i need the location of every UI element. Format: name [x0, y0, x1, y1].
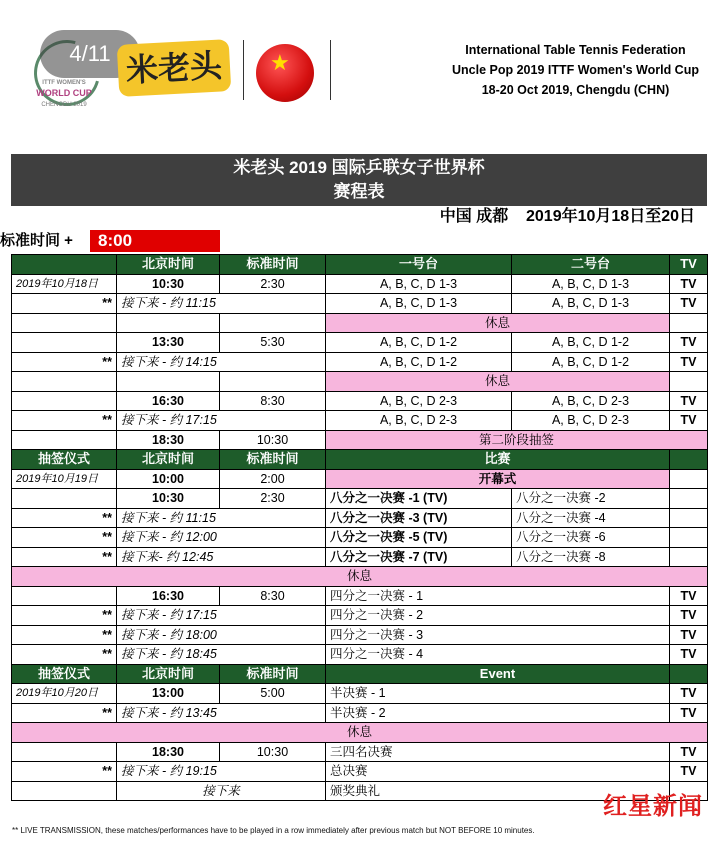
- table2-match: A, B, C, D 1-2: [512, 333, 670, 353]
- header-draw: 抽签仪式: [12, 450, 117, 470]
- live-marker: **: [12, 352, 117, 372]
- table-row: [12, 391, 708, 411]
- empty-cell: [117, 372, 220, 392]
- break-cell: 休息: [12, 567, 708, 587]
- match-cell: 八分之一决赛 -7 (TV): [326, 547, 512, 567]
- bj-time: 10:00: [117, 469, 220, 489]
- header-table-2: 二号台: [512, 255, 670, 275]
- std-time: 10:30: [220, 430, 326, 450]
- next-time: 接下来 - 约 11:15: [117, 508, 326, 528]
- wc-top: ITTF WOMEN'S: [42, 80, 86, 86]
- table2-match: A, B, C, D 1-2: [512, 352, 670, 372]
- table-row: [12, 723, 708, 743]
- match-cell: 三四名决赛: [326, 742, 670, 762]
- title-line1: 米老头 2019 国际乒联女子世界杯: [233, 158, 485, 177]
- date-cell: 2019年10月20日: [12, 684, 117, 704]
- empty-cell: [12, 489, 117, 509]
- live-marker: **: [12, 411, 117, 431]
- tv-cell: TV: [670, 352, 708, 372]
- next-time: 接下来 - 约 17:15: [117, 411, 326, 431]
- table-row: [12, 411, 708, 431]
- title-banner: [11, 154, 707, 206]
- bj-time: 13:00: [117, 684, 220, 704]
- match-cell: 四分之一决赛 - 3: [326, 625, 670, 645]
- bj-time: 13:30: [117, 333, 220, 353]
- table-row: [12, 508, 708, 528]
- empty-cell: [670, 372, 708, 392]
- table-row: [12, 352, 708, 372]
- empty-cell: [117, 313, 220, 333]
- empty-cell: [12, 781, 117, 801]
- next-time: 接下来 - 约 18:00: [117, 625, 326, 645]
- table-row: [12, 313, 708, 333]
- table1-match: A, B, C, D 1-3: [326, 294, 512, 314]
- bj-time: 18:30: [117, 430, 220, 450]
- table-row: [12, 430, 708, 450]
- empty-cell: [12, 372, 117, 392]
- table-row: [12, 469, 708, 489]
- header-cell: [670, 450, 708, 470]
- match-cell: 八分之一决赛 -3 (TV): [326, 508, 512, 528]
- tv-cell: TV: [670, 762, 708, 782]
- match-cell: 八分之一决赛 -2: [512, 489, 670, 509]
- header-match: 比赛: [326, 450, 670, 470]
- table2-match: A, B, C, D 2-3: [512, 391, 670, 411]
- next-time: 接下来 - 约 12:00: [117, 528, 326, 548]
- header-std-time: 标准时间: [220, 255, 326, 275]
- bj-time: 16:30: [117, 586, 220, 606]
- match-cell: 八分之一决赛 -1 (TV): [326, 489, 512, 509]
- header-std-time: 标准时间: [220, 664, 326, 684]
- table2-match: A, B, C, D 1-3: [512, 274, 670, 294]
- date-cell: 2019年10月18日: [12, 274, 117, 294]
- live-marker: **: [12, 645, 117, 665]
- empty-cell: [12, 391, 117, 411]
- next-time: 接下来 - 约 17:15: [117, 606, 326, 626]
- tv-cell: TV: [670, 274, 708, 294]
- std-time: 10:30: [220, 742, 326, 762]
- empty-cell: [12, 742, 117, 762]
- opening-cell: 开幕式: [326, 469, 670, 489]
- org-name: International Table Tennis Federation: [465, 43, 686, 57]
- table1-match: A, B, C, D 2-3: [326, 411, 512, 431]
- match-cell: 总决赛: [326, 762, 670, 782]
- table-row: [12, 528, 708, 548]
- tv-cell: TV: [670, 742, 708, 762]
- empty-cell: [220, 313, 326, 333]
- table-row: [12, 586, 708, 606]
- location-dates: 中国 成都 2019年10月18日至20日: [439, 208, 695, 225]
- table1-match: A, B, C, D 1-2: [326, 352, 512, 372]
- table-header-row: [12, 450, 708, 470]
- table1-match: A, B, C, D 1-2: [326, 333, 512, 353]
- star-icon: ★: [270, 50, 290, 75]
- header-tv: TV: [670, 255, 708, 275]
- table1-match: A, B, C, D 2-3: [326, 391, 512, 411]
- bj-time: 10:30: [117, 274, 220, 294]
- wc-name: WORLD CUP: [36, 88, 92, 98]
- logo-divider: [243, 40, 244, 100]
- tv-cell: TV: [670, 294, 708, 314]
- world-cup-logo-text: [28, 78, 100, 98]
- event-dates: 18-20 Oct 2019, Chengdu (CHN): [481, 83, 670, 97]
- match-cell: 四分之一决赛 - 4: [326, 645, 670, 665]
- footnote: ** LIVE TRANSMISSION, these matches/performances have to be played in a row immediately after previous match but NOT BEFORE 10 minutes.: [12, 826, 535, 835]
- header-beijing-time: 北京时间: [117, 255, 220, 275]
- std-time: 5:30: [220, 333, 326, 353]
- table-row: [12, 372, 708, 392]
- table-row: [12, 606, 708, 626]
- schedule-table: [11, 254, 708, 801]
- std-time: 5:00: [220, 684, 326, 704]
- table-row: [12, 742, 708, 762]
- header-draw: 抽签仪式: [12, 664, 117, 684]
- empty-cell: [670, 508, 708, 528]
- date-cell: 2019年10月19日: [12, 469, 117, 489]
- header-cell: [12, 255, 117, 275]
- tv-cell: TV: [670, 645, 708, 665]
- std-time: 2:30: [220, 274, 326, 294]
- table-row: [12, 703, 708, 723]
- tv-cell: TV: [670, 411, 708, 431]
- match-cell: 八分之一决赛 -4: [512, 508, 670, 528]
- bj-time: 10:30: [117, 489, 220, 509]
- std-time: 2:00: [220, 469, 326, 489]
- live-marker: **: [12, 547, 117, 567]
- next-time: 接下来 - 约 18:45: [117, 645, 326, 665]
- live-marker: **: [12, 625, 117, 645]
- title-line2: 赛程表: [333, 182, 385, 201]
- live-marker: **: [12, 762, 117, 782]
- empty-cell: [12, 313, 117, 333]
- match-cell: 半决赛 - 1: [326, 684, 670, 704]
- header-event: Event: [326, 664, 670, 684]
- next-time: 接下来 - 约 14:15: [117, 352, 326, 372]
- sponsor-logo: 米老头: [117, 39, 232, 97]
- next-time: 接下来 - 约 11:15: [117, 294, 326, 314]
- event-name: Uncle Pop 2019 ITTF Women's World Cup: [452, 63, 699, 77]
- image-counter: 4/11: [40, 30, 140, 78]
- live-marker: **: [12, 703, 117, 723]
- empty-cell: [12, 586, 117, 606]
- break-cell: 休息: [326, 313, 670, 333]
- header-table-1: 一号台: [326, 255, 512, 275]
- header-beijing-time: 北京时间: [117, 450, 220, 470]
- match-cell: 八分之一决赛 -6: [512, 528, 670, 548]
- tv-cell: TV: [670, 586, 708, 606]
- table2-match: A, B, C, D 2-3: [512, 411, 670, 431]
- live-marker: **: [12, 528, 117, 548]
- tv-cell: TV: [670, 391, 708, 411]
- live-marker: **: [12, 606, 117, 626]
- table-row: [12, 625, 708, 645]
- match-cell: 颁奖典礼: [326, 781, 670, 801]
- break-cell: 休息: [12, 723, 708, 743]
- next-time: 接下来- 约 12:45: [117, 547, 326, 567]
- table-row: [12, 547, 708, 567]
- empty-cell: [12, 430, 117, 450]
- empty-cell: [670, 547, 708, 567]
- header-std-time: 标准时间: [220, 450, 326, 470]
- table-row: [12, 274, 708, 294]
- next-time: 接下来: [117, 781, 326, 801]
- wc-sub: CHENGDU 2019: [41, 102, 87, 108]
- table-row: [12, 645, 708, 665]
- draw-cell: 第二阶段抽签: [326, 430, 708, 450]
- tv-cell: TV: [670, 625, 708, 645]
- std-time: 8:30: [220, 391, 326, 411]
- empty-cell: [12, 333, 117, 353]
- bj-time: 16:30: [117, 391, 220, 411]
- header-beijing-time: 北京时间: [117, 664, 220, 684]
- empty-cell: [670, 313, 708, 333]
- match-cell: 四分之一决赛 - 1: [326, 586, 670, 606]
- empty-cell: [670, 528, 708, 548]
- watermark: 红星新闻: [603, 793, 703, 820]
- table-row: [12, 294, 708, 314]
- ittf-header: [452, 40, 699, 100]
- empty-cell: [220, 372, 326, 392]
- next-time: 接下来 - 约 19:15: [117, 762, 326, 782]
- table-header-row: [12, 255, 708, 275]
- header-cell: [670, 664, 708, 684]
- live-marker: **: [12, 508, 117, 528]
- tv-cell: TV: [670, 684, 708, 704]
- table-row: [12, 762, 708, 782]
- next-time: 接下来 - 约 13:45: [117, 703, 326, 723]
- match-cell: 半决赛 - 2: [326, 703, 670, 723]
- table-row: [12, 567, 708, 587]
- std-time-label: 标准时间 +: [0, 232, 73, 249]
- break-cell: 休息: [326, 372, 670, 392]
- tv-cell: TV: [670, 333, 708, 353]
- table-row: [12, 333, 708, 353]
- std-time: 2:30: [220, 489, 326, 509]
- table-row: [12, 489, 708, 509]
- match-cell: 四分之一决赛 - 2: [326, 606, 670, 626]
- table1-match: A, B, C, D 1-3: [326, 274, 512, 294]
- match-cell: 八分之一决赛 -5 (TV): [326, 528, 512, 548]
- tv-cell: TV: [670, 703, 708, 723]
- live-marker: **: [12, 294, 117, 314]
- tv-cell: TV: [670, 606, 708, 626]
- match-cell: 八分之一决赛 -8: [512, 547, 670, 567]
- table2-match: A, B, C, D 1-3: [512, 294, 670, 314]
- std-time-value: 8:00: [90, 230, 220, 252]
- bj-time: 18:30: [117, 742, 220, 762]
- empty-cell: [670, 469, 708, 489]
- table-header-row: [12, 664, 708, 684]
- std-time: 8:30: [220, 586, 326, 606]
- table-row: [12, 684, 708, 704]
- empty-cell: [670, 489, 708, 509]
- logo-divider: [330, 40, 331, 100]
